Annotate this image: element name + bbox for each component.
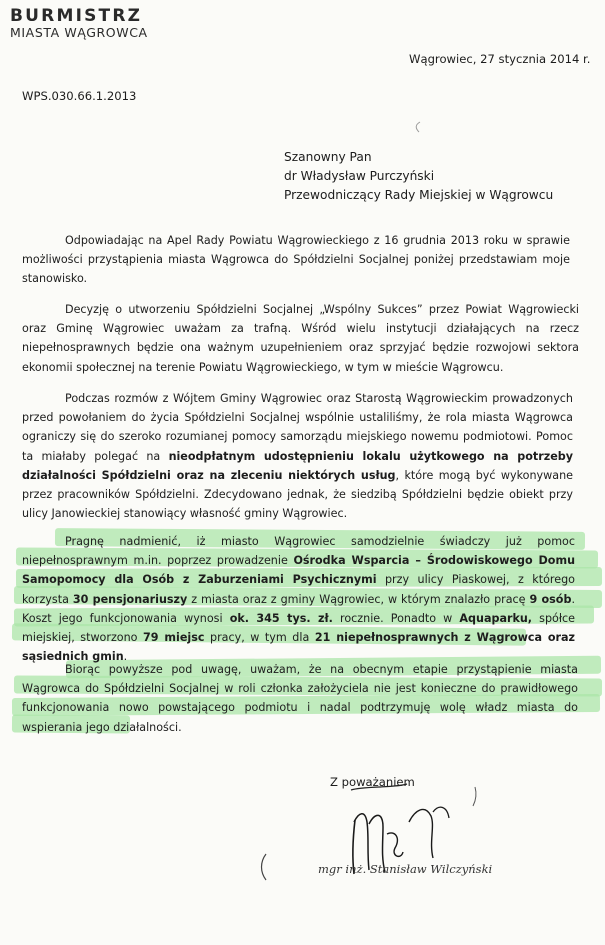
paragraph-4-text-k: spółce miejskiej, stworzono <box>22 611 575 645</box>
bracket-mark <box>258 852 270 882</box>
paragraph-3-bold: nieodpłatnym udostępnieniu lokalu użytkowego na potrzeby działalności Spółdzielni oraz na zleceniu niektórych usług <box>22 449 574 482</box>
institution-stamp <box>10 6 148 40</box>
annual-cost: ok. 345 tys. zł. <box>229 611 333 625</box>
closing-regards: Z poważaniem <box>330 775 415 789</box>
recipient-salutation: Szanowny Pan <box>284 150 372 164</box>
paragraph-3-text-c: , które mogą być wykonywane przez pracowników Spółdzielni. Zdecydowano jednak, że siedzibą Spółdzielni będzie obiekt przy ulicy Janowieckiej stanowiący własność gminy Wągrowiec. <box>22 468 573 521</box>
recipient-title: Przewodniczący Rady Miejskiej w Wągrowcu <box>284 188 554 202</box>
recipient-name: dr Władysław Purczyński <box>284 169 435 183</box>
paragraph-4-text-c: przy ulicy Piaskowej, z którego korzysta <box>22 573 575 606</box>
paragraph-3-text-a: Podczas rozmów z Wójtem Gminy Wągrowiec oraz Starostą Wągrowieckim prowadzonych przed powołaniem do życia Spółdzielni Socjalnej wspólnie ustaliliśmy, że rola miasta Wągrowca ograniczy się do szeroko rozumianej pomocy samorządu miejskiego nowemu podmiotowi. Pomoc ta miałaby polegać na <box>22 392 573 463</box>
paragraph-4-text-e: z miasta oraz z gminy Wągrowiec, w którym znalazło pracę <box>187 592 530 606</box>
paragraph-4-text-i: rocznie. Ponadto w <box>332 611 460 625</box>
jobs-count: 79 miejsc <box>143 631 205 645</box>
institution-subtitle: MIASTA WĄGROWCA <box>10 25 148 40</box>
residents-count: 30 pensjonariuszy <box>72 592 188 606</box>
scan-mark <box>410 120 424 134</box>
paragraph-1: Odpowiadając na Apel Rady Powiatu Wągrowieckiego z 16 grudnia 2013 roku w sprawie możliwości przystąpienia miasta Wągrowca do Spółdzielni Socjalnej poniżej przedstawiam moje stanowisko. <box>22 234 570 286</box>
aquapark-name: Aquaparku, <box>459 611 533 625</box>
place-date: Wągrowiec, 27 stycznia 2014 r. <box>409 52 591 66</box>
paragraph-4-text-a: Pragnę nadmienić, iż miasto Wągrowiec samodzielnie świadczy już pomoc niepełnosprawnym m.in. poprzez prowadzenie <box>22 535 575 568</box>
paragraph-4 <box>22 532 575 666</box>
paragraph-4-text-m: pracy, w tym dla <box>204 631 315 645</box>
facility-name: Ośrodka Wsparcia – Środowiskowego Domu Samopomocy dla Osób z Zaburzeniami Psychicznymi <box>22 554 575 587</box>
disabled-jobs-count: 21 niepełnosprawnych z Wągrowca oraz sąsiednich gmin <box>22 631 576 664</box>
recipient-block <box>284 148 553 205</box>
paragraph-2: Decyzję o utworzeniu Spółdzielni Socjalnej „Wspólny Sukces” przez Powiat Wągrowiecki oraz Gminę Wągrowiec uważam za trafną. Wśród wielu instytucji działających na rzecz niepełnosprawnych będzie ona ważnym uzupełnieniem oraz sprzyjać będzie rozwojowi sektora ekonomii społecznej na terenie Powiatu Wągrowieckiego, w tym w mieście Wągrowcu. <box>22 303 579 374</box>
paragraph-3 <box>22 389 573 523</box>
reference-number: WPS.030.66.1.2013 <box>22 89 137 103</box>
paragraph-4-text-g: . Koszt jego funkcjonowania wynosi <box>22 592 575 625</box>
paragraph-4-text-o: . <box>123 650 128 664</box>
employees-count: 9 osób <box>529 592 572 606</box>
signer-name: mgr inż. Stanisław Wilczyński <box>318 862 493 876</box>
institution-name: BURMISTRZ <box>10 6 143 26</box>
paragraph-5: Biorąc powyższe pod uwagę, uważam, że na obecnym etapie przystąpienie miasta Wągrowca do Spółdzielni Socjalnej w roli członka założyciela nie jest konieczne do prawidłowego funkcjonowania nowo powstającego podmiotu i nadal podtrzymuję wolę władz miasta do wspierania jego działalności. <box>22 663 578 734</box>
